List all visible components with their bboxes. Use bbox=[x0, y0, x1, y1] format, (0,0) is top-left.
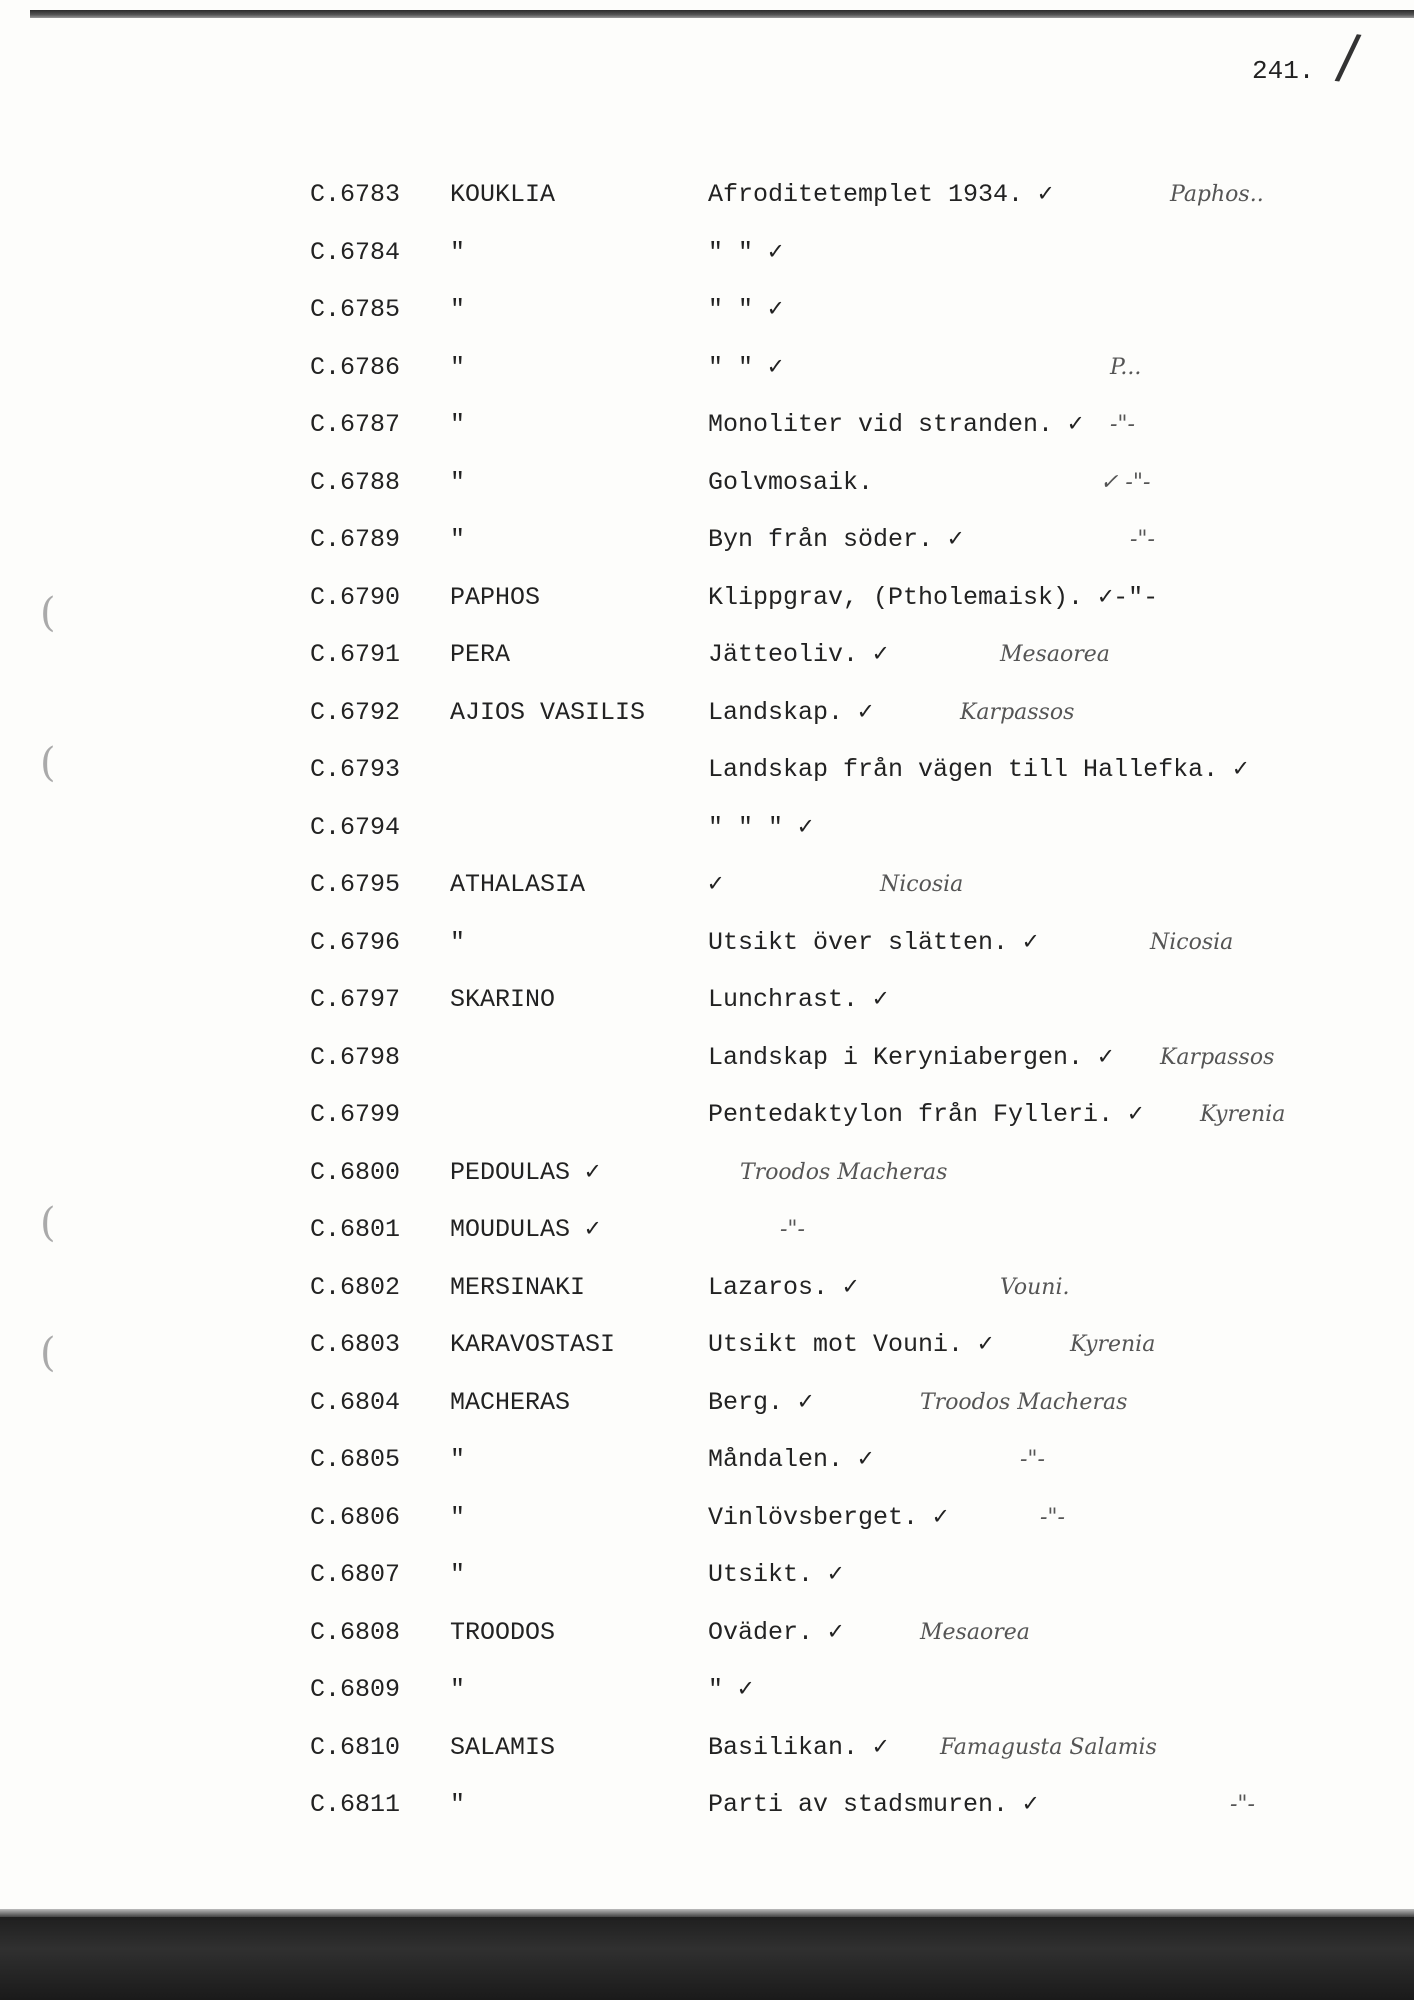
place-name: MERSINAKI bbox=[450, 1272, 586, 1302]
catalog-row bbox=[0, 750, 1414, 790]
page-number: 241. bbox=[1252, 56, 1315, 86]
photo-id: C.6789 bbox=[310, 525, 401, 554]
place-name: " bbox=[450, 927, 466, 957]
place-name: " bbox=[450, 237, 466, 267]
photo-description: ✓ bbox=[708, 870, 724, 899]
photo-id: C.6803 bbox=[310, 1330, 401, 1359]
place-name: AJIOS VASILIS bbox=[450, 697, 646, 727]
photo-description: Vinlövsberget. ✓ bbox=[708, 1502, 949, 1532]
photo-description: Landskap i Keryniabergen. ✓ bbox=[708, 1042, 1114, 1072]
place-name: KARAVOSTASI bbox=[450, 1330, 616, 1359]
photo-id: C.6801 bbox=[310, 1215, 401, 1244]
catalog-row bbox=[0, 1555, 1414, 1595]
photo-description: Basilikan. ✓ bbox=[708, 1732, 889, 1762]
photo-id: C.6784 bbox=[310, 237, 401, 267]
photo-description: Oväder. ✓ bbox=[708, 1617, 844, 1647]
photo-id: C.6810 bbox=[310, 1732, 401, 1762]
photo-description: Afroditetemplet 1934. ✓ bbox=[708, 180, 1054, 209]
photo-description: Landskap från vägen till Hallefka. ✓ bbox=[708, 755, 1249, 784]
catalog-row bbox=[0, 463, 1414, 503]
photo-id: C.6785 bbox=[310, 295, 401, 324]
handwritten-note: -"- bbox=[1020, 1447, 1045, 1472]
photo-description: Monoliter vid stranden. ✓ bbox=[708, 410, 1084, 439]
place-name: ATHALASIA bbox=[450, 870, 586, 899]
photo-id: C.6807 bbox=[310, 1560, 401, 1589]
handwritten-note: Troodos Macheras bbox=[920, 1389, 1128, 1415]
catalog-row bbox=[0, 1670, 1414, 1710]
place-name: " bbox=[450, 1502, 466, 1532]
catalog-row bbox=[0, 405, 1414, 445]
photo-id: C.6805 bbox=[310, 1445, 401, 1474]
handwritten-note: -"- bbox=[1110, 412, 1135, 437]
photo-id: C.6796 bbox=[310, 927, 401, 957]
catalog-row bbox=[0, 1440, 1414, 1480]
photo-id: C.6811 bbox=[310, 1790, 401, 1819]
photo-id: C.6808 bbox=[310, 1617, 401, 1647]
scan-bottom-edge bbox=[0, 1915, 1414, 2000]
photo-description: Parti av stadsmuren. ✓ bbox=[708, 1790, 1039, 1819]
handwritten-note: -"- bbox=[1230, 1792, 1255, 1817]
catalog-row bbox=[0, 1153, 1414, 1193]
photo-id: C.6799 bbox=[310, 1100, 401, 1129]
place-name: TROODOS bbox=[450, 1617, 556, 1647]
catalog-row bbox=[0, 1268, 1414, 1308]
photo-description: Lazaros. ✓ bbox=[708, 1272, 859, 1302]
handwritten-note: Paphos.. bbox=[1170, 182, 1264, 207]
photo-description: Måndalen. ✓ bbox=[708, 1445, 874, 1474]
photo-id: C.6792 bbox=[310, 697, 401, 727]
photo-id: C.6806 bbox=[310, 1502, 401, 1532]
handwritten-note: -"- bbox=[780, 1217, 805, 1242]
photo-description: Utsikt över slätten. ✓ bbox=[708, 927, 1039, 957]
place-name: MOUDULAS ✓ bbox=[450, 1215, 601, 1244]
photo-description: Utsikt mot Vouni. ✓ bbox=[708, 1330, 994, 1359]
photo-description: Utsikt. ✓ bbox=[708, 1560, 844, 1589]
handwritten-note: Vouni. bbox=[1000, 1274, 1070, 1300]
catalog-row bbox=[0, 1383, 1414, 1423]
handwritten-note: Mesaorea bbox=[1000, 642, 1110, 667]
photo-id: C.6783 bbox=[310, 180, 401, 209]
catalog-row bbox=[0, 693, 1414, 733]
catalog-row bbox=[0, 1210, 1414, 1250]
photo-id: C.6798 bbox=[310, 1042, 401, 1072]
place-name: " bbox=[450, 1675, 466, 1704]
handwritten-note: -"- bbox=[1130, 527, 1155, 552]
photo-description: " ✓ bbox=[708, 1675, 754, 1704]
catalog-row bbox=[0, 1325, 1414, 1365]
photo-description: " " ✓ bbox=[708, 352, 784, 382]
place-name: PERA bbox=[450, 640, 511, 669]
photo-id: C.6793 bbox=[310, 755, 401, 784]
catalog-row bbox=[0, 1785, 1414, 1825]
photo-id: C.6786 bbox=[310, 352, 401, 382]
place-name: PEDOULAS ✓ bbox=[450, 1157, 601, 1187]
photo-id: C.6795 bbox=[310, 870, 401, 899]
scan-top-edge bbox=[30, 10, 1414, 18]
place-name: " bbox=[450, 467, 466, 497]
photo-id: C.6797 bbox=[310, 985, 401, 1014]
catalog-row bbox=[0, 865, 1414, 905]
handwritten-note: -"- bbox=[1040, 1504, 1065, 1530]
place-name: PAPHOS bbox=[450, 582, 541, 612]
catalog-row bbox=[0, 923, 1414, 963]
photo-description: " " ✓ bbox=[708, 237, 784, 267]
photo-id: C.6790 bbox=[310, 582, 401, 612]
catalog-row bbox=[0, 520, 1414, 560]
catalog-row bbox=[0, 1038, 1414, 1078]
place-name: KOUKLIA bbox=[450, 180, 556, 209]
place-name: SKARINO bbox=[450, 985, 556, 1014]
photo-id: C.6802 bbox=[310, 1272, 401, 1302]
catalog-row bbox=[0, 635, 1414, 675]
handwritten-note: P... bbox=[1110, 354, 1142, 380]
catalog-row bbox=[0, 1498, 1414, 1538]
photo-description: Pentedaktylon från Fylleri. ✓ bbox=[708, 1100, 1144, 1129]
place-name: MACHERAS bbox=[450, 1387, 571, 1417]
handwritten-note: Troodos Macheras bbox=[740, 1159, 948, 1185]
catalog-row bbox=[0, 980, 1414, 1020]
margin-bracket-mark: ( bbox=[40, 740, 56, 786]
catalog-row bbox=[0, 1613, 1414, 1653]
photo-description: Klippgrav, (Ptholemaisk). ✓-"- bbox=[708, 582, 1159, 612]
place-name: " bbox=[450, 1445, 466, 1474]
photo-description: Landskap. ✓ bbox=[708, 697, 874, 727]
photo-id: C.6794 bbox=[310, 812, 401, 842]
handwritten-note: Karpassos bbox=[1160, 1044, 1275, 1070]
photo-description: Jätteoliv. ✓ bbox=[708, 640, 889, 669]
photo-description: Byn från söder. ✓ bbox=[708, 525, 964, 554]
place-name: " bbox=[450, 525, 466, 554]
margin-bracket-mark: ( bbox=[40, 1200, 56, 1246]
catalog-row bbox=[0, 578, 1414, 618]
place-name: " bbox=[450, 295, 466, 324]
corner-check-mark: / bbox=[1333, 20, 1363, 94]
photo-id: C.6791 bbox=[310, 640, 401, 669]
photo-description: " " ✓ bbox=[708, 295, 784, 324]
catalog-row bbox=[0, 1095, 1414, 1135]
place-name: " bbox=[450, 1560, 466, 1589]
handwritten-note: Nicosia bbox=[1150, 929, 1234, 955]
handwritten-note: Famagusta Salamis bbox=[940, 1734, 1157, 1760]
catalog-row bbox=[0, 1728, 1414, 1768]
margin-bracket-mark: ( bbox=[40, 1330, 56, 1376]
place-name: " bbox=[450, 1790, 466, 1819]
handwritten-note: Nicosia bbox=[880, 872, 964, 897]
photo-description: Golvmosaik. bbox=[708, 467, 874, 497]
photo-description: " " " ✓ bbox=[708, 812, 814, 842]
handwritten-note: Mesaorea bbox=[920, 1619, 1030, 1645]
handwritten-note: ✓ -"- bbox=[1100, 469, 1151, 495]
photo-id: C.6809 bbox=[310, 1675, 401, 1704]
place-name: " bbox=[450, 352, 466, 382]
photo-id: C.6787 bbox=[310, 410, 401, 439]
handwritten-note: Karpassos bbox=[960, 699, 1075, 725]
place-name: " bbox=[450, 410, 466, 439]
catalog-row bbox=[0, 808, 1414, 848]
photo-id: C.6788 bbox=[310, 467, 401, 497]
photo-id: C.6804 bbox=[310, 1387, 401, 1417]
handwritten-note: Kyrenia bbox=[1070, 1332, 1156, 1357]
margin-bracket-mark: ( bbox=[40, 590, 56, 636]
photo-description: Berg. ✓ bbox=[708, 1387, 814, 1417]
photo-id: C.6800 bbox=[310, 1157, 401, 1187]
catalog-row bbox=[0, 233, 1414, 273]
catalog-row bbox=[0, 175, 1414, 215]
handwritten-note: Kyrenia bbox=[1200, 1102, 1286, 1127]
photo-description: Lunchrast. ✓ bbox=[708, 985, 889, 1014]
catalog-row bbox=[0, 290, 1414, 330]
catalog-row bbox=[0, 348, 1414, 388]
place-name: SALAMIS bbox=[450, 1732, 556, 1762]
